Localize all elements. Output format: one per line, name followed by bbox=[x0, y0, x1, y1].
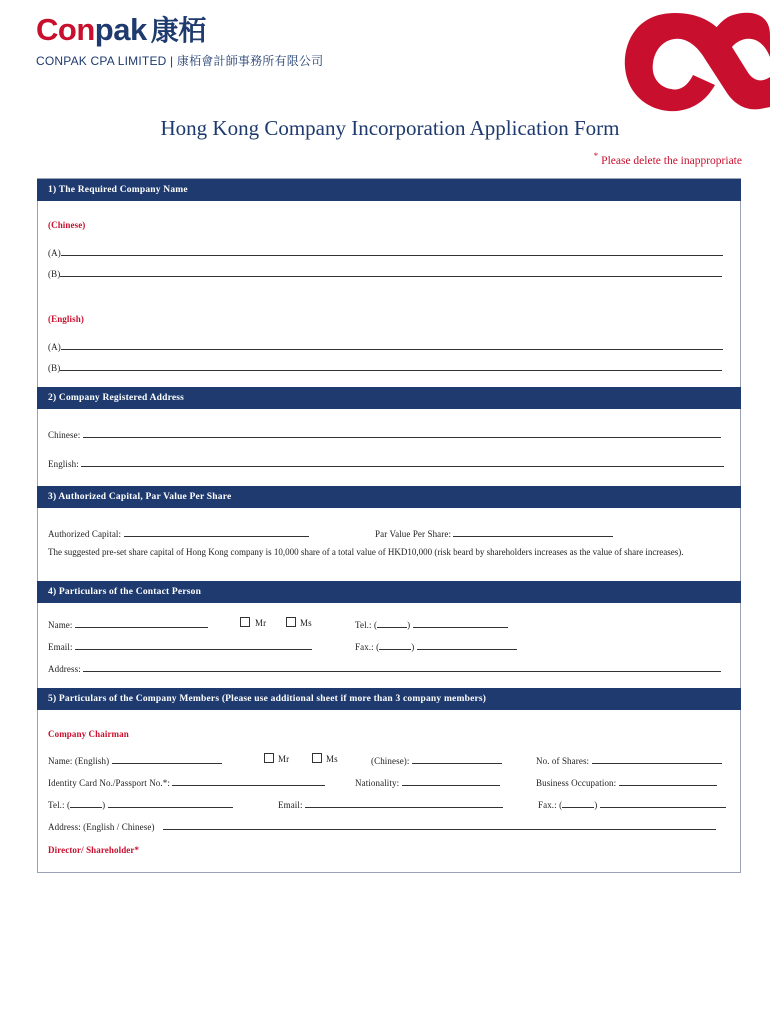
contact-fax-row bbox=[355, 640, 517, 652]
chairman-mr-label: Mr bbox=[278, 754, 290, 764]
close-paren: ) bbox=[407, 620, 411, 630]
chairman-chinese-row bbox=[371, 754, 502, 766]
section-3-heading: 3) Authorized Capital, Par Value Per Share bbox=[37, 486, 741, 508]
contact-tel-row bbox=[355, 618, 508, 630]
nationality-field[interactable] bbox=[402, 776, 500, 786]
form-frame bbox=[37, 178, 741, 873]
chinese-name-a-field[interactable] bbox=[61, 246, 723, 256]
contact-email-field[interactable] bbox=[75, 640, 312, 650]
english-name-b-field[interactable] bbox=[60, 361, 722, 371]
chairman-mr-checkbox[interactable] bbox=[264, 753, 274, 763]
delete-note-text: Please delete the inappropriate bbox=[601, 154, 742, 167]
address-chinese-label: Chinese: bbox=[48, 430, 81, 440]
option-a-label: (A) bbox=[48, 342, 61, 352]
logo-text-pak: pak bbox=[94, 12, 147, 47]
no-of-shares-field[interactable] bbox=[592, 754, 722, 764]
nationality-row bbox=[355, 776, 500, 788]
english-name-label: (English) bbox=[48, 314, 84, 324]
address-english-field[interactable] bbox=[81, 457, 724, 467]
contact-address-field[interactable] bbox=[83, 662, 721, 672]
conpak-logo bbox=[36, 12, 206, 49]
chairman-email-field[interactable] bbox=[305, 798, 503, 808]
address-english-row bbox=[48, 457, 724, 469]
logo-text-con: Con bbox=[36, 12, 95, 47]
par-value-field[interactable] bbox=[453, 527, 613, 537]
english-name-a-field[interactable] bbox=[61, 340, 723, 350]
authorized-capital-label: Authorized Capital: bbox=[48, 529, 122, 539]
company-name-line: CONPAK CPA LIMITED | 康栢會計師事務所有限公司 bbox=[36, 54, 324, 68]
chairman-ms-label: Ms bbox=[326, 754, 338, 764]
identity-field[interactable] bbox=[172, 776, 325, 786]
address-english-label: English: bbox=[48, 459, 79, 469]
delete-note bbox=[594, 151, 742, 167]
contact-address-row bbox=[48, 662, 721, 674]
chairman-fax-area-field[interactable] bbox=[562, 798, 594, 808]
business-occupation-field[interactable] bbox=[619, 776, 717, 786]
chinese-name-a-row bbox=[48, 246, 723, 258]
chairman-tel-area-field[interactable] bbox=[70, 798, 102, 808]
contact-email-row bbox=[48, 640, 312, 652]
chairman-email-label: Email: bbox=[278, 800, 303, 810]
contact-email-label: Email: bbox=[48, 642, 73, 652]
contact-fax-area-field[interactable] bbox=[379, 640, 411, 650]
section-2-heading: 2) Company Registered Address bbox=[37, 387, 741, 409]
address-chinese-field[interactable] bbox=[83, 428, 721, 438]
authorized-capital-field[interactable] bbox=[124, 527, 309, 537]
contact-name-field[interactable] bbox=[75, 618, 208, 628]
option-b-label: (B) bbox=[48, 269, 61, 279]
contact-name-label: Name: bbox=[48, 620, 73, 630]
chairman-fax-row bbox=[538, 798, 726, 810]
chairman-name-row bbox=[48, 754, 222, 766]
contact-ms-checkbox[interactable] bbox=[286, 617, 296, 627]
chairman-tel-field[interactable] bbox=[108, 798, 233, 808]
chinese-name-b-row bbox=[48, 267, 722, 279]
chairman-shares-row bbox=[536, 754, 722, 766]
director-shareholder-label: Director/ Shareholder* bbox=[48, 845, 140, 855]
business-occupation-label: Business Occupation: bbox=[536, 778, 617, 788]
contact-address-label: Address: bbox=[48, 664, 81, 674]
chairman-tel-row bbox=[48, 798, 233, 810]
chairman-chinese-field[interactable] bbox=[412, 754, 502, 764]
chinese-name-b-field[interactable] bbox=[60, 267, 722, 277]
company-chairman-label: Company Chairman bbox=[48, 729, 129, 739]
identity-label: Identity Card No./Passport No.*: bbox=[48, 778, 170, 788]
asterisk: * bbox=[593, 151, 599, 161]
chairman-email-row bbox=[278, 798, 503, 810]
form-title: Hong Kong Company Incorporation Application Form bbox=[160, 116, 620, 140]
chairman-chinese-label: (Chinese): bbox=[371, 756, 410, 766]
contact-mr-label: Mr bbox=[255, 618, 267, 628]
contact-tel-field[interactable] bbox=[413, 618, 508, 628]
business-occupation-row bbox=[536, 776, 717, 788]
par-value-label: Par Value Per Share: bbox=[375, 529, 452, 539]
section-5-heading: 5) Particulars of the Company Members (Please use additional sheet if more than 3 company members) bbox=[37, 688, 741, 710]
option-a-label: (A) bbox=[48, 248, 61, 258]
close-paren: ) bbox=[411, 642, 415, 652]
chairman-address-row bbox=[48, 820, 716, 832]
close-paren: ) bbox=[594, 800, 598, 810]
nationality-label: Nationality: bbox=[355, 778, 400, 788]
chairman-fax-label: Fax.: ( bbox=[538, 800, 563, 810]
logo-text-chinese: 康栢 bbox=[150, 14, 206, 47]
no-of-shares-label: No. of Shares: bbox=[536, 756, 590, 766]
chairman-name-english-label: Name: (English) bbox=[48, 756, 110, 766]
chinese-name-label: (Chinese) bbox=[48, 220, 86, 230]
chairman-address-field[interactable] bbox=[163, 820, 716, 830]
contact-fax-field[interactable] bbox=[417, 640, 517, 650]
chairman-name-english-field[interactable] bbox=[112, 754, 222, 764]
brand-mark-icon bbox=[615, 5, 770, 117]
address-chinese-row bbox=[48, 428, 721, 440]
share-capital-note: The suggested pre-set share capital of Hong Kong company is 10,000 share of a total value of HKD10,000 (risk beard by shareholders increases as the value of share increases). bbox=[48, 547, 684, 557]
par-value-row bbox=[375, 527, 613, 539]
authorized-capital-row bbox=[48, 527, 309, 539]
contact-name-row bbox=[48, 618, 208, 630]
identity-row bbox=[48, 776, 325, 788]
contact-ms-label: Ms bbox=[300, 618, 312, 628]
english-name-b-row bbox=[48, 361, 722, 373]
contact-tel-area-field[interactable] bbox=[377, 618, 407, 628]
close-paren: ) bbox=[102, 800, 106, 810]
chairman-fax-field[interactable] bbox=[600, 798, 726, 808]
section-1-heading: 1) The Required Company Name bbox=[37, 179, 741, 201]
contact-mr-checkbox[interactable] bbox=[240, 617, 250, 627]
chairman-ms-checkbox[interactable] bbox=[312, 753, 322, 763]
chairman-tel-label: Tel.: ( bbox=[48, 800, 71, 810]
contact-tel-label: Tel.: ( bbox=[355, 620, 378, 630]
contact-fax-label: Fax.: ( bbox=[355, 642, 380, 652]
english-name-a-row bbox=[48, 340, 723, 352]
option-b-label: (B) bbox=[48, 363, 61, 373]
chairman-address-label: Address: (English / Chinese) bbox=[48, 822, 155, 832]
section-4-heading: 4) Particulars of the Contact Person bbox=[37, 581, 741, 603]
